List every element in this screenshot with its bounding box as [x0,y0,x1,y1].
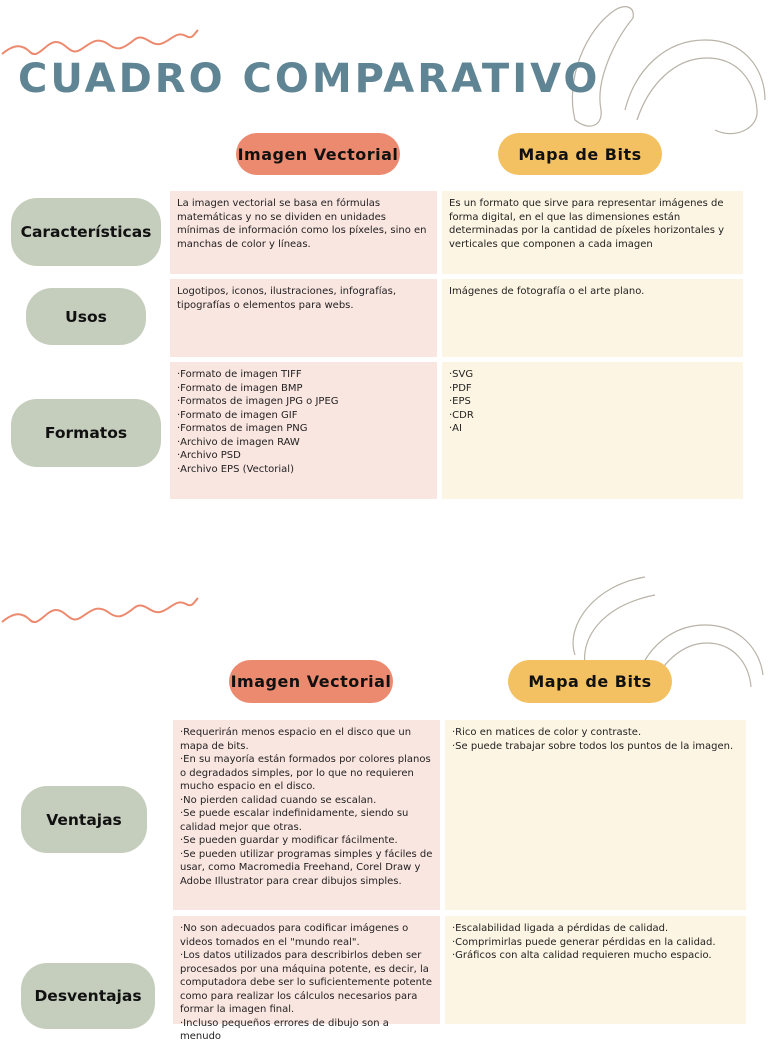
page-title: CUADRO COMPARATIVO [18,56,601,102]
cell-usos-bits: Imágenes de fotografía o el arte plano. [442,279,743,357]
cell-desventajas-bits: ·Escalabilidad ligada a pérdidas de calidad. ·Comprimirlas puede generar pérdidas en la calidad. ·Gráficos con alta calidad requieren mucho espacio. [445,916,746,1024]
cell-desventajas-vectorial: ·No son adecuados para codificar imágenes o videos tomados en el "mundo real". ·Los datos utilizados para describirlos deben ser procesados por una máquina potente, es decir, la computadora debe ser lo suficientemente potente como para realizar los cálculos necesarios para formar la imagen final. ·Incluso pequeños errores de dibujo son a menudo [173,916,440,1024]
row-label-usos: Usos [26,288,146,345]
cell-ventajas-bits: ·Rico en matices de color y contraste. ·Se puede trabajar sobre todos los puntos de la imagen. [445,720,746,910]
header-imagen-vectorial-2: Imagen Vectorial [229,660,393,703]
header-mapa-de-bits: Mapa de Bits [498,133,662,175]
row-label-ventajas: Ventajas [21,786,147,853]
row-label-caracteristicas: Características [11,198,161,266]
header-mapa-de-bits-2: Mapa de Bits [508,660,672,703]
cell-ventajas-vectorial: ·Requerirán menos espacio en el disco que un mapa de bits. ·En su mayoría están formados por colores planos o degradados simples, por lo que no requieren mucho espacio en el disco. ·No pierden calidad cuando se escalan. ·Se puede escalar indefinidamente, siendo su calidad mejor que otras. ·Se pueden guardar y modificar fácilmente. ·Se pueden utilizar programas simples y fáciles de usar, como Macromedia Freehand, Corel Draw y Adobe Illustrator para crear dibujos simples. [173,720,440,910]
cell-formatos-vectorial: ·Formato de imagen TIFF ·Formato de imagen BMP ·Formatos de imagen JPG o JPEG ·Formato de imagen GIF ·Formatos de imagen PNG ·Archivo de imagen RAW ·Archivo PSD ·Archivo EPS (Vectorial) [170,362,437,499]
row-label-formatos: Formatos [11,399,161,467]
squiggle-decoration-bottom [0,590,200,630]
header-imagen-vectorial: Imagen Vectorial [236,133,400,175]
cell-formatos-bits: ·SVG ·PDF ·EPS ·CDR ·AI [442,362,743,499]
cell-caracteristicas-bits: Es un formato que sirve para representar imágenes de forma digital, en el que las dimensiones están determinadas por la cantidad de píxeles horizontales y verticales que componen a cada imagen [442,191,743,274]
cell-usos-vectorial: Logotipos, iconos, ilustraciones, infografías, tipografías o elementos para webs. [170,279,437,357]
cell-caracteristicas-vectorial: La imagen vectorial se basa en fórmulas matemáticas y no se dividen en unidades mínimas de información como los píxeles, sino en manchas de color y líneas. [170,191,437,274]
row-label-desventajas: Desventajas [21,963,155,1029]
